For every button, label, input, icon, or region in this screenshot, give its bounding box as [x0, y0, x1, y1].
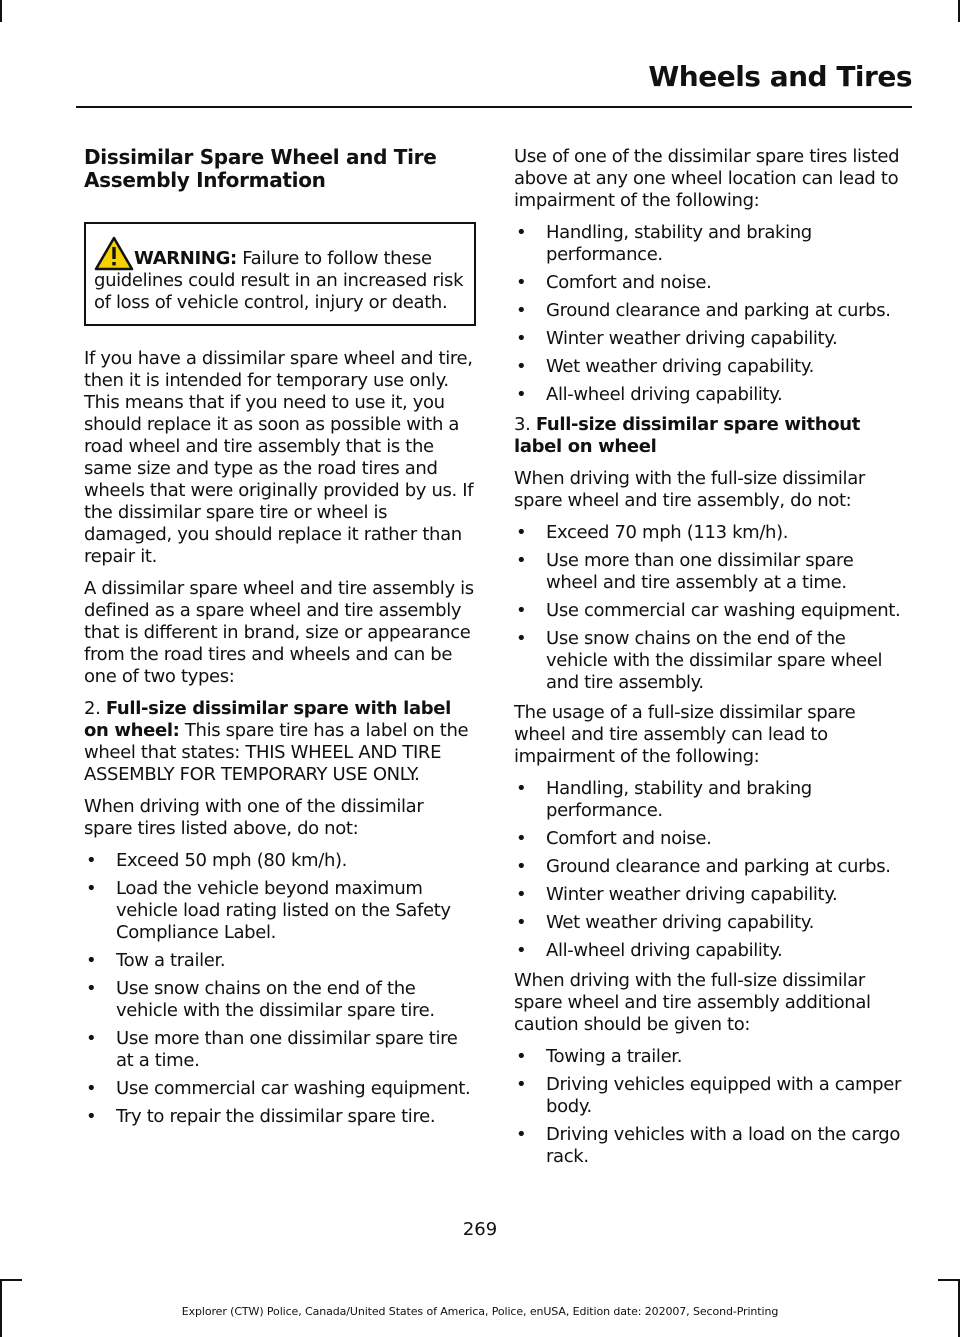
list-item: [514, 828, 910, 850]
list-item: [514, 1074, 910, 1118]
list-item: [84, 950, 476, 972]
paragraph: Use of one of the dissimilar spare tires listed above at any one wheel location can lead to impairment of the following:: [514, 146, 900, 211]
warning-body: Failure to follow these guidelines could result in an increased risk of loss of vehicle control, injury or death.: [94, 248, 464, 313]
bullet-icon: •: [516, 550, 527, 571]
list-item-text: Driving vehicles with a load on the cargo rack.: [546, 1124, 901, 1167]
list-item-text: Ground clearance and parking at curbs.: [546, 300, 891, 321]
list-item: [84, 1078, 476, 1100]
list-item: [514, 384, 910, 406]
numbered-item-2: [84, 698, 476, 786]
footer-text: Explorer (CTW) Police, Canada/United States of America, Police, enUSA, Edition date: 202007, Second-Printing: [181, 1305, 779, 1318]
paragraph: When driving with one of the dissimilar spare tires listed above, do not:: [84, 796, 424, 839]
list-item-text: Comfort and noise.: [546, 828, 712, 849]
bullet-icon: •: [86, 1078, 97, 1099]
list-item-text: Winter weather driving capability.: [546, 328, 838, 349]
bullet-list: [514, 522, 910, 694]
bullet-icon: •: [86, 1028, 97, 1049]
list-item-text: Try to repair the dissimilar spare tire.: [116, 1106, 436, 1127]
numbered-item-3: [514, 414, 910, 458]
list-item: [514, 940, 910, 962]
list-item-text: Exceed 70 mph (113 km/h).: [546, 522, 789, 543]
list-item: [514, 912, 910, 934]
list-item: [84, 1028, 476, 1072]
bullet-icon: •: [516, 856, 527, 877]
bullet-icon: •: [516, 522, 527, 543]
bullet-icon: •: [516, 912, 527, 933]
list-item-text: Load the vehicle beyond maximum vehicle load rating listed on the Safety Compliance Label.: [116, 878, 451, 943]
bullet-icon: •: [516, 384, 527, 405]
paragraph: When driving with the full-size dissimilar spare wheel and tire assembly, do not:: [514, 468, 865, 511]
list-item-text: All-wheel driving capability.: [546, 384, 783, 405]
paragraph: When driving with the full-size dissimilar spare wheel and tire assembly additional caution should be given to:: [514, 970, 871, 1035]
page-number: 269: [462, 1219, 498, 1240]
list-item-text: Handling, stability and braking performance.: [546, 222, 812, 265]
list-item: [514, 1124, 910, 1168]
paragraph: A dissimilar spare wheel and tire assembly is defined as a spare wheel and tire assembly that is different in brand, size or appearance from the road tires and wheels and can be one of two types:: [84, 578, 474, 687]
bullet-icon: •: [516, 272, 527, 293]
list-item-text: Wet weather driving capability.: [546, 912, 814, 933]
section-heading: Dissimilar Spare Wheel and Tire Assembly Information: [84, 145, 437, 192]
list-item-text: Use snow chains on the end of the vehicle with the dissimilar spare wheel and tire assembly.: [546, 628, 883, 693]
list-item-text: Winter weather driving capability.: [546, 884, 838, 905]
bullet-icon: •: [516, 628, 527, 649]
list-item: [514, 550, 910, 594]
list-item-text: Towing a trailer.: [546, 1046, 683, 1067]
bullet-icon: •: [516, 600, 527, 621]
list-item-text: Use more than one dissimilar spare tire at a time.: [116, 1028, 458, 1071]
crop-mark-bottom-left-h: [0, 1279, 22, 1281]
paragraph: If you have a dissimilar spare wheel and tire, then it is intended for temporary use only. This means that if you need to use it, you should replace it as soon as possible with a road wheel and tire assembly that is the same size and type as the road tires and wheels that were originally provided by us. If the dissimilar spare tire or wheel is damaged, you should replace it rather than repair it.: [84, 348, 474, 567]
list-item: [84, 1106, 476, 1128]
bullet-list: [514, 222, 910, 406]
bullet-icon: •: [516, 1046, 527, 1067]
bullet-icon: •: [516, 328, 527, 349]
left-column: [84, 146, 476, 1136]
bullet-list: [514, 1046, 910, 1168]
list-item-text: Ground clearance and parking at curbs.: [546, 856, 891, 877]
list-item-text: Use commercial car washing equipment.: [116, 1078, 471, 1099]
list-item-text: Wet weather driving capability.: [546, 356, 814, 377]
list-item: [514, 1046, 910, 1068]
list-item: [84, 978, 476, 1022]
list-item-text: Comfort and noise.: [546, 272, 712, 293]
bullet-icon: •: [516, 356, 527, 377]
bullet-list: [84, 850, 476, 1128]
list-item-text: All-wheel driving capability.: [546, 940, 783, 961]
page-title: Wheels and Tires: [648, 60, 912, 93]
list-item: [514, 300, 910, 322]
item-number: 2.: [84, 698, 106, 719]
list-item-text: Use more than one dissimilar spare wheel and tire assembly at a time.: [546, 550, 854, 593]
bullet-icon: •: [86, 978, 97, 999]
bullet-icon: •: [516, 778, 527, 799]
bullet-icon: •: [86, 1106, 97, 1127]
list-item-text: Driving vehicles equipped with a camper body.: [546, 1074, 902, 1117]
item-number: 3.: [514, 414, 536, 435]
bullet-icon: •: [516, 828, 527, 849]
title-rule: [76, 106, 912, 108]
list-item-text: Tow a trailer.: [116, 950, 226, 971]
bullet-icon: •: [86, 878, 97, 899]
bullet-icon: •: [86, 950, 97, 971]
list-item: [514, 600, 910, 622]
bullet-icon: •: [516, 222, 527, 243]
list-item: [514, 884, 910, 906]
list-item-text: Use commercial car washing equipment.: [546, 600, 901, 621]
crop-mark-top-left: [0, 0, 2, 22]
bullet-icon: •: [516, 1074, 527, 1095]
list-item-text: Handling, stability and braking performance.: [546, 778, 812, 821]
warning-label: WARNING:: [134, 248, 237, 269]
bullet-icon: •: [516, 884, 527, 905]
bullet-icon: •: [516, 1124, 527, 1145]
crop-mark-bottom-right-h: [938, 1279, 960, 1281]
bullet-icon: •: [516, 300, 527, 321]
list-item: [514, 272, 910, 294]
list-item-text: Use snow chains on the end of the vehicle with the dissimilar spare tire.: [116, 978, 435, 1021]
list-item: [514, 856, 910, 878]
bullet-icon: •: [516, 940, 527, 961]
bullet-list: [514, 778, 910, 962]
list-item: [514, 778, 910, 822]
item-title: Full-size dissimilar spare with label on wheel:: [84, 698, 451, 741]
list-item: [514, 356, 910, 378]
list-item: [84, 850, 476, 872]
paragraph: The usage of a full-size dissimilar spare wheel and tire assembly can lead to impairment of the following:: [514, 702, 856, 767]
list-item: [514, 222, 910, 266]
warning-box: [84, 222, 476, 326]
list-item: [514, 628, 910, 694]
list-item-text: Exceed 50 mph (80 km/h).: [116, 850, 348, 871]
warning-triangle-icon: [94, 236, 134, 271]
right-column: [514, 146, 910, 1176]
bullet-icon: •: [86, 850, 97, 871]
item-title: Full-size dissimilar spare without label on wheel: [514, 414, 860, 457]
item-text: This spare tire has a label on the wheel that states: THIS WHEEL AND TIRE ASSEMBLY FOR TEMPORARY USE ONLY.: [84, 720, 469, 785]
list-item: [84, 878, 476, 944]
list-item: [514, 522, 910, 544]
warning-text: [94, 248, 466, 314]
list-item: [514, 328, 910, 350]
